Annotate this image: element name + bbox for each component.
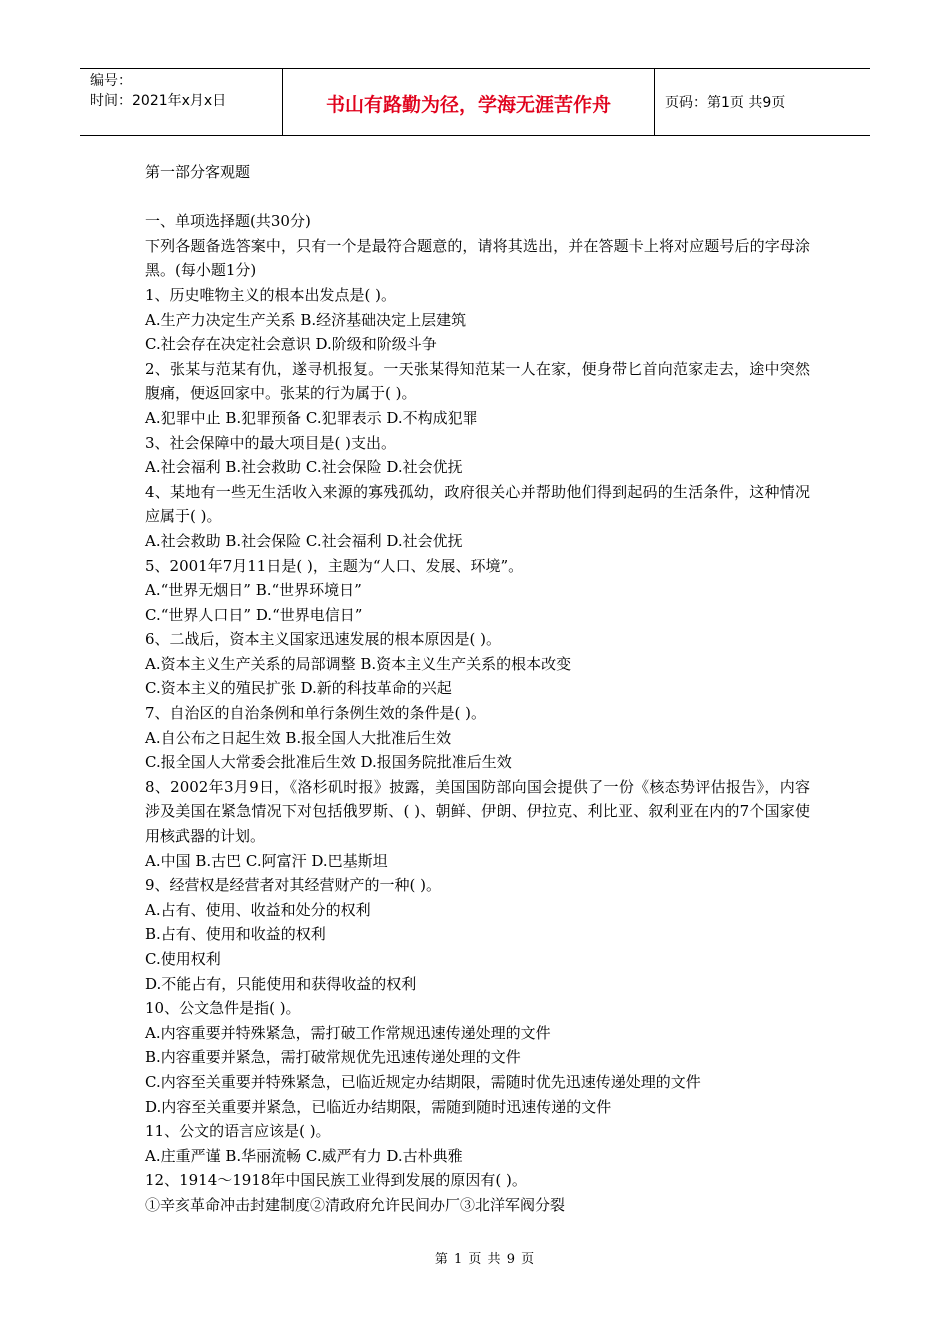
- question-line: 6、二战后，资本主义国家迅速发展的根本原因是( )。: [145, 630, 502, 649]
- question-line: 11、公文的语言应该是( )。: [145, 1122, 331, 1141]
- question-line: 2、张某与范某有仇，遂寻机报复。一天张某得知范某一人在家，便身带匕首向范家走去，途中突然腹痛，便返回家中。张某的行为属于( )。: [145, 359, 810, 403]
- question-line: 10、公文急件是指( )。: [145, 999, 301, 1018]
- document-number-label: 编号：: [90, 73, 132, 89]
- subsection-title: 一、单项选择题(共30分): [145, 212, 311, 231]
- page-footer: [0, 1248, 950, 1267]
- option-line: A.资本主义生产关系的局部调整 B.资本主义生产关系的根本改变: [145, 654, 572, 673]
- option-line: A.自公布之日起生效 B.报全国人大批准后生效: [145, 728, 452, 747]
- motto-text: 书山有路勤为径，学海无涯苦作舟: [325, 93, 611, 116]
- option-line: C.资本主义的殖民扩张 D.新的科技革命的兴起: [145, 679, 452, 698]
- option-line: A.“世界无烟日” B.“世界环境日”: [145, 581, 362, 600]
- option-line: B.占有、使用和收益的权利: [145, 925, 326, 944]
- option-line: A.社会救助 B.社会保险 C.社会福利 D.社会优抚: [145, 531, 463, 550]
- option-line: C.报全国人大常委会批准后生效 D.报国务院批准后生效: [145, 753, 512, 772]
- option-line: C.“世界人口日” D.“世界电信日”: [145, 605, 363, 624]
- option-line: C.使用权利: [145, 950, 221, 968]
- question-line: 9、经营权是经营者对其经营财产的一种( )。: [145, 876, 442, 895]
- option-line: A.中国 B.古巴 C.阿富汗 D.巴基斯坦: [145, 851, 388, 870]
- option-line: A.庄重严谨 B.华丽流畅 C.威严有力 D.古朴典雅: [145, 1146, 463, 1165]
- option-line: C.社会存在决定社会意识 D.阶级和阶级斗争: [145, 335, 437, 354]
- option-line: ①辛亥革命冲击封建制度②清政府允许民间办厂③北洋军阀分裂: [145, 1195, 566, 1214]
- header-motto: [283, 69, 655, 135]
- document-body: [145, 160, 810, 1218]
- option-line: A.犯罪中止 B.犯罪预备 C.犯罪表示 D.不构成犯罪: [145, 408, 478, 427]
- page-header: [80, 68, 870, 136]
- option-line: A.生产力决定生产关系 B.经济基础决定上层建筑: [145, 310, 467, 329]
- option-line: A.占有、使用、收益和处分的权利: [145, 900, 371, 919]
- option-line: C.内容至关重要并特殊紧急，已临近规定办结期限，需随时优先迅速传递处理的文件: [145, 1072, 701, 1091]
- header-page-info: [655, 69, 870, 135]
- option-line: A.内容重要并特殊紧急，需打破工作常规迅速传递处理的文件: [145, 1023, 551, 1042]
- part-title: 第一部分客观题: [145, 163, 251, 181]
- question-line: 3、社会保障中的最大项目是( )支出。: [145, 433, 397, 452]
- question-line: 7、自治区的自治条例和单行条例生效的条件是( )。: [145, 704, 487, 723]
- question-line: 8、2002年3月9日，《洛杉矶时报》披露，美国国防部向国会提供了一份《核态势评估报告》，内容涉及美国在紧急情况下对包括俄罗斯、( )、朝鲜、伊朗、伊拉克、利比亚、叙利亚在内的7个国家使用核武器的计划。: [145, 777, 810, 846]
- instructions: 下列各题备选答案中，只有一个是最符合题意的，请将其选出，并在答题卡上将对应题号后的字母涂黑。(每小题1分): [145, 236, 810, 280]
- question-line: 1、历史唯物主义的根本出发点是( )。: [145, 285, 397, 304]
- option-line: D.不能占有，只能使用和获得收益的权利: [145, 974, 417, 993]
- question-line: 4、某地有一些无生活收入来源的寡残孤幼，政府很关心并帮助他们得到起码的生活条件，这种情况应属于( )。: [145, 482, 810, 526]
- option-line: B.内容重要并紧急，需打破常规优先迅速传递处理的文件: [145, 1048, 521, 1067]
- document-date: 时间：2021年x月x日: [90, 93, 227, 109]
- question-line: 12、1914～1918年中国民族工业得到发展的原因有( )。: [145, 1171, 527, 1190]
- option-line: A.社会福利 B.社会救助 C.社会保险 D.社会优抚: [145, 458, 463, 477]
- header-meta: [80, 69, 283, 135]
- option-line: D.内容至关重要并紧急，已临近办结期限，需随到随时迅速传递的文件: [145, 1097, 612, 1116]
- footer-page-number: 第 1 页 共 9 页: [434, 1252, 536, 1267]
- page-info-text: 页码：第1页 共9页: [665, 95, 786, 111]
- question-line: 5、2001年7月11日是( )，主题为“人口、发展、环境”。: [145, 556, 524, 575]
